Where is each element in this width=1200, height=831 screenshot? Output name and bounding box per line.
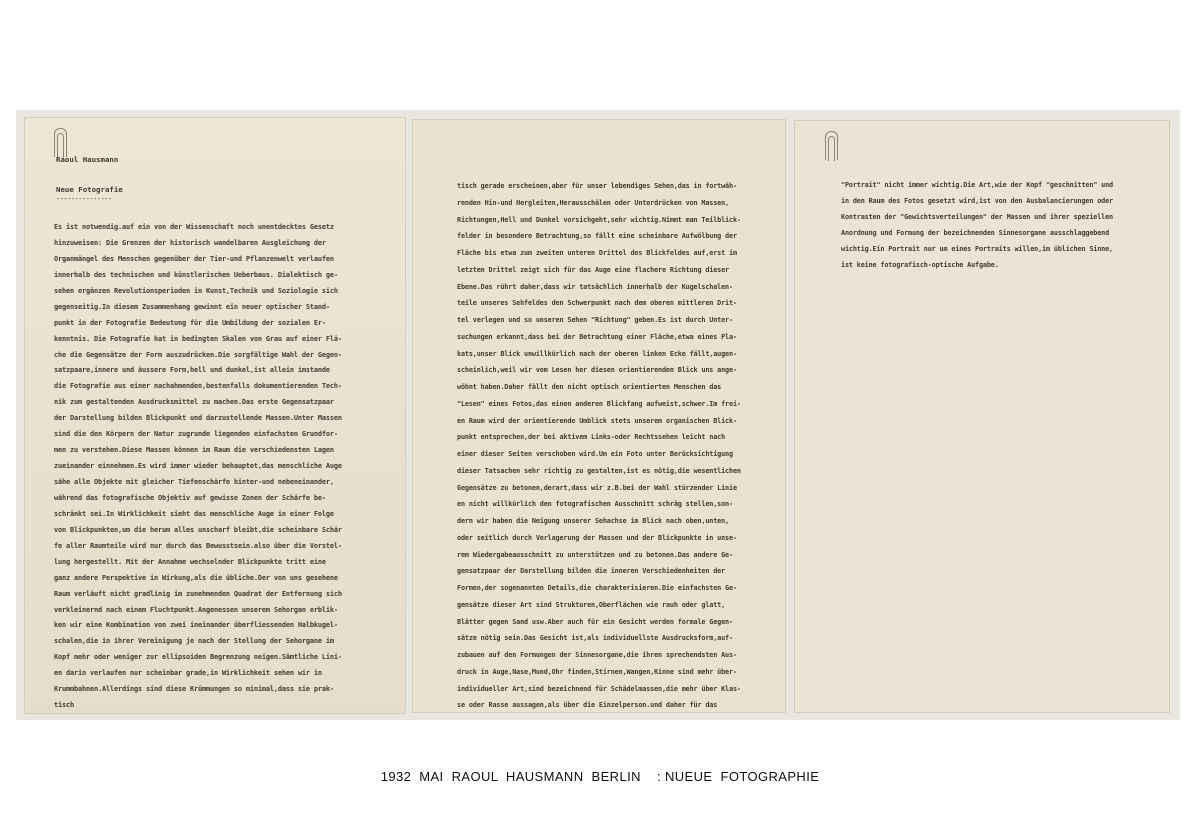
typescript-page-2 [413,120,785,712]
text-line: der Darstellung bilden Blickpunkt und darzustellende Massen.Unter Massen [54,414,342,423]
typescript-page-3 [795,121,1169,712]
text-line: ganz andere Perspektive in Wirkung,als die übliche.Der von uns gesehene [54,573,338,582]
document-title: Neue Fotografie [56,185,123,194]
text-line: suchungen erkannt,dass bei der Betrachtung einer Fläche,etwa eines Pla- [457,332,737,341]
text-line: che die Gegensätze der Form auszudrücken.Die sorgfältige Wahl der Gegen- [54,350,342,359]
text-line: gensatzpaar der Darstellung bilden die inneren Verschiedenheiten der [457,567,726,576]
text-line: tel verlegen und so unseren Sehen "Richtung" geben.Es ist durch Unter- [457,316,733,324]
text-line: verkleinernd nach einem Fluchtpunkt.Angenessen unserem Sehorgan erblik- [54,605,338,614]
text-line: zueinander einnehmen.Es wird immer wieder behauptet,das menschliche Auge [54,462,342,471]
image-caption: 1932 MAI RAOUL HAUSMANN BERLIN : NUEUE FOTOGRAPHIE [380,769,820,784]
text-line: Krummbahnen.Allerdings sind diese Krümmungen so minimal,dass sie prak- [54,685,334,694]
typescript-page-1 [25,118,405,713]
text-line: rem Wiedergabeausschnitt zu unterstützen und zu betonen.Das andere Ge- [457,550,733,559]
text-line: Blätter gegen Sand usw.Aber auch für ein Gesicht werden formale Gegen- [457,617,733,626]
text-line: Es ist notwendig.auf ein von der Wissenschaft noch unentdecktes Gesetz [54,223,334,231]
text-line: se oder Rasse aussagen,als über die Einzelperson.und daher für das [457,701,718,710]
text-line: teile unseres Sehfeldes den Schwerpunkt nach dem oberen mittleren Drit- [457,299,737,308]
text-line: Raum verläuft nicht gradlinig im zunehmenden Quadrat der Entfernung sich [54,589,342,598]
paper-clip-icon [54,128,67,157]
text-line: felder in besondere Betrachtung,so fällt eine scheinbare Aufwölbung der [457,232,737,241]
text-line: sehen ergänzen Revolutionsperioden in Kunst,Technik und Soziologie sich [54,286,338,295]
text-line: einer dieser Seiten verschoben wird.Um ein Foto unter Berücksichtigung [457,450,733,458]
text-line: druck in Auge,Nase,Mund,Ohr finden,Stirnen,Wangen,Kinne sind mehr über- [457,667,737,676]
text-line: scheinlich,weil wir vom Lesen her diesen orientierenden Blick uns ange- [457,366,737,375]
text-line: sind die den Körpern der Natur zugrunde liegenden einfachsten Grundfor- [54,430,338,439]
text-line: gegenseitig.In diesem Zusammenhang gewinnt ein neuer optischer Stand- [54,302,330,311]
text-line: Gegensätze zu betonen,derart,dass wir z.B.bei der Wahl stürzender Linie [457,483,737,492]
text-line: punkt in der Fotografie Bedeutung für die Umbildung der sozialen Er- [54,318,326,327]
text-line: während das fotografische Objektiv auf gewisse Zonen der Schärfe be- [54,493,326,502]
text-line: sähe alle Objekte mit gleicher Tiefenschärfe hinter-und nebeneinander, [54,478,334,486]
text-line: die Fotografie aus einer nachahmenden,bestenfalls dokumentierenden Tech- [54,382,342,391]
page-3-text [841,177,1159,273]
title-underline: --------------- [56,195,112,203]
paper-clip-icon [825,131,838,160]
text-line: Ebene.Das rührt daher,dass wir tatsächlich innerhalb der Kugelschalen- [457,282,733,291]
text-line: tisch gerade erscheinen,aber für unser lebendiges Sehen,das in fortwäh- [457,182,737,190]
text-line: Formen,der sogenannten Details,die charakterisieren.Die einfachsten Ge- [457,584,737,592]
text-line: en darin verlaufen nur scheinbar grade,in Wirklichkeit sehen wir in [54,669,322,678]
text-line: schränkt sei.In Wirklichkeit sieht das menschliche Auge in einer Folge [54,509,334,518]
page-1-text [54,220,405,713]
text-line: Kontrasten der "Gewichtsverteilungen" der Massen und ihrer speziellen [841,213,1114,221]
text-line: en nicht willkürlich den fotografischen Ausschnitt schräg stellen,son- [457,500,733,509]
text-line: Fläche bis etwa zum zweiten unteren Drittel des Blickfeldes auf,erst im [457,249,737,257]
author-name: Raoul Hausmann [56,155,119,164]
text-line: oder seitlich durch Verlagerung der Massen und der Blickpunkte in unse- [457,533,737,542]
text-line: hinzuweisen: Die Grenzen der historisch wandelbaren Ausgleichung der [54,238,326,247]
text-line: schalen,die in ihrer Vereinigung je nach der Stellung der Sehorgane im [54,637,334,646]
text-line: gensätze dieser Art sind Strukturen,Oberflächen wie rauh oder glatt, [457,600,726,609]
text-line: renden Hin-und Hergleiten,Herausschälen oder Unterdrücken von Massen, [457,198,730,207]
text-line: ist keine fotografisch-optische Aufgabe. [841,261,999,269]
text-line: tisch [54,701,74,710]
text-line: Anordnung und Formung der bezeichnenden Sinnesorgane ausschlaggebend [841,229,1110,237]
text-line: punkt entsprechen,der bei aktivem Links-oder Rechtssehen leicht nach [457,433,726,442]
text-line: dern wir haben die Neigung unserer Sehachse im Blick nach oben,unten, [457,517,730,525]
text-line: in den Raum des Fotos gesetzt wird,ist von den Ausbalancierungen oder [841,197,1114,205]
text-line: sätze nötig sein.Das Gesicht ist,als individuellste Ausdrucksform,auf- [457,634,733,643]
text-line: Richtungen,Hell und Dunkel vorsichgeht,sehr wichtig.Nimmt man Teilblick- [457,215,741,224]
text-line: zubauen auf den Formungen der Sinnesorgane,die ihren sprechendsten Aus- [457,651,737,659]
text-line: fe aller Raumteile wird nur durch das Bewusstsein.also über die Vorstel- [54,541,342,550]
text-line: lung hergestellt. Mit der Annahme wechselnder Blickpunkte tritt eine [54,557,326,566]
text-line: innerhalb des technischen und künstlerischen Ueberbaus. Dialektisch ge- [54,270,338,279]
text-line: "Lesen" eines Fotos,das einen anderen Blickfang aufweist,schwer.Im frei- [457,399,741,408]
text-line: dieser Tatsachen sehr richtig zu gestalten,ist es nötig,die wesentlichen [457,466,741,475]
text-line: kenntnis. Die Fotografie hat in bedingten Skalen von Grau auf einer Flä- [54,334,342,343]
text-line: kats,unser Blick unwillkürlich nach der oberen linken Ecke fällt,augen- [457,349,737,358]
text-line: nik zum gestaltenden Ausdrucksmittel zu machen.Das erste Gegensatzpaar [54,398,334,407]
page-2-text [457,178,783,712]
text-line: individueller Art,sind bezeichnend für Schädelmassen,die mehr über Klas- [457,684,741,693]
text-line: "Portrait" nicht immer wichtig.Die Art,wie der Kopf "geschnitten" und [841,181,1114,189]
text-line: letzten Drittel zeigt sich für das Auge eine flachere Richtung dieser [457,265,730,274]
text-line: en Raum wird der orientierende Umblick stets unserem organischen Blick- [457,416,737,425]
text-line: Organmängel des Menschen gegenüber der Tier-und Pflanzenwelt verlaufen [54,254,334,263]
text-line: Kopf mehr oder weniger zur ellipsoiden Begrenzung neigen.Sämtliche Lini- [54,653,342,662]
text-line: wöhnt haben.Daher fällt den nicht optisch orientierten Menschen das [457,383,722,391]
text-line: men zu verstehen.Diese Massen können im Raum die verschiedensten Lagen [54,446,334,455]
text-line: von Blickpunkten,um die herum alles unscharf bleibt,die scheinbare Schär [54,525,342,534]
text-line: satzpaare,innere und äussere Form,hell und dunkel,ist allein imstande [54,366,330,375]
text-line: ken wir eine Kombination von zwei ineinander überfliessenden Halbkugel- [54,621,338,630]
text-line: wichtig.Ein Portrait nur um eines Portraits willen,im üblichen Sinne, [841,245,1114,253]
